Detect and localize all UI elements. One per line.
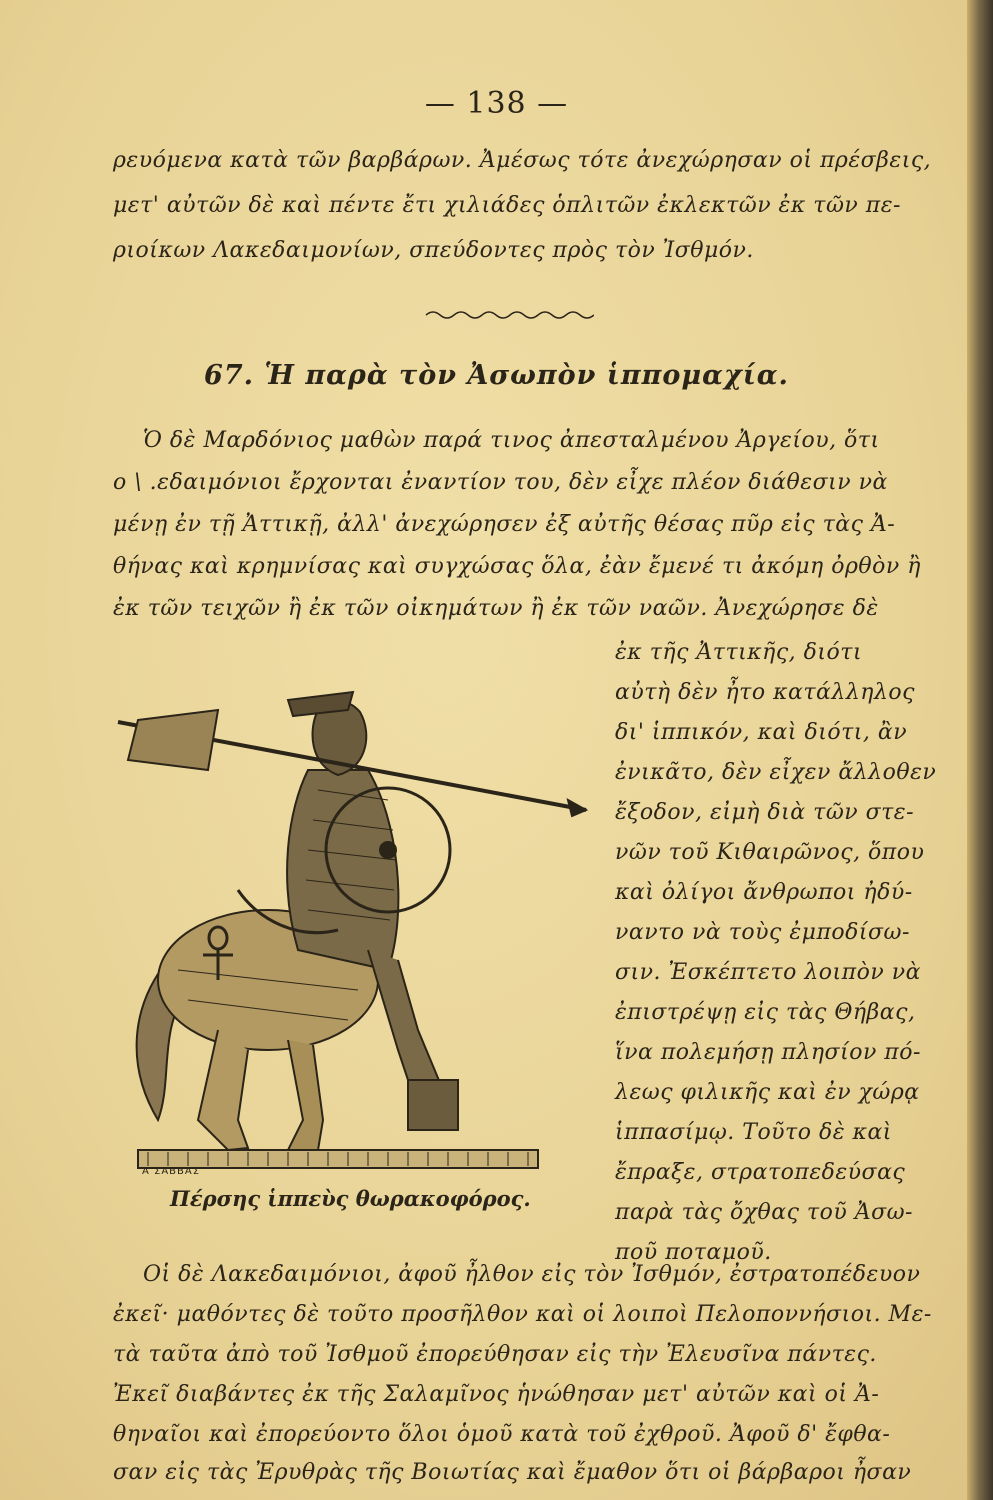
- column-text-line: ἐκ τῆς Ἀττικῆς, διότι: [615, 640, 863, 665]
- text-line: σαν εἰς τὰς Ἐρυθρὰς τῆς Βοιωτίας καὶ ἔμαθον ὅτι οἱ βάρβαροι ἦσαν: [113, 1460, 912, 1485]
- column-text-line: ποῦ ποταμοῦ.: [615, 1240, 772, 1265]
- column-text-line: αὐτὴ δὲν ἦτο κατάλληλος: [615, 680, 915, 705]
- column-text-line: ἱππασίμῳ. Τοῦτο δὲ καὶ: [615, 1120, 892, 1145]
- text-line: μετ' αὐτῶν δὲ καὶ πέντε ἔτι χιλιάδες ὁπλιτῶν ἐκλεκτῶν ἐκ τῶν πε-: [113, 193, 901, 218]
- column-text-line: δι' ἱππικόν, καὶ διότι, ἂν: [615, 720, 908, 745]
- text-line: ἐκεῖ· μαθόντες δὲ τοῦτο προσῆλθον καὶ οἱ λοιποὶ Πελοποννήσιοι. Με-: [113, 1302, 932, 1327]
- column-text-line: ἐπιστρέψῃ εἰς τὰς Θήβας,: [615, 1000, 916, 1025]
- column-text-line: ἔξοδον, εἰμὴ διὰ τῶν στε-: [615, 800, 915, 825]
- page-number: — 138 —: [424, 86, 569, 121]
- text-line: Οἱ δὲ Λακεδαιμόνιοι, ἀφοῦ ἦλθον εἰς τὸν Ἰσθμόν, ἐστρατοπέδευον: [143, 1262, 921, 1287]
- text-line: τὰ ταῦτα ἀπὸ τοῦ Ἰσθμοῦ ἐπορεύθησαν εἰς τὴν Ἐλευσῖνα πάντες.: [113, 1342, 877, 1367]
- text-line: ἐκ τῶν τειχῶν ἢ ἐκ τῶν οἰκημάτων ἢ ἐκ τῶν ναῶν. Ἀνεχώρησε δὲ: [113, 596, 879, 621]
- text-line: θήνας καὶ κρημνίσας καὶ συγχώσας ὅλα, ἐὰν ἔμενέ τι ἀκόμη ὀρθὸν ἢ: [113, 554, 921, 579]
- text-line: ρευόμενα κατὰ τῶν βαρβάρων. Ἀμέσως τότε ἀνεχώρησαν οἱ πρέσβεις,: [113, 148, 932, 173]
- column-text-line: ἔπραξε, στρατοπεδεύσας: [615, 1160, 906, 1185]
- text-line: Ἐκεῖ διαβάντες ἐκ τῆς Σαλαμῖνος ἡνώθησαν μετ' αὐτῶν καὶ οἱ Ἀ-: [113, 1382, 880, 1407]
- text-line: Ὁ δὲ Μαρδόνιος μαθὼν παρά τινος ἀπεσταλμένου Ἀργείου, ὅτι: [143, 428, 880, 453]
- persian-horseman-illustration: [98, 650, 588, 1190]
- book-binding-edge: [967, 0, 993, 1500]
- column-text-line: ναντο νὰ τοὺς ἐμποδίσω-: [615, 920, 910, 945]
- column-text-line: ἵνα πολεμήσῃ πλησίον πό-: [615, 1040, 921, 1065]
- text-line: ο \ .εδαιμόνιοι ἔρχονται ἐναντίον του, δὲν εἶχε πλέον διάθεσιν νὰ: [113, 470, 888, 495]
- text-line: θηναῖοι καὶ ἐπορεύοντο ὅλοι ὁμοῦ κατὰ τοῦ ἐχθροῦ. Ἀφοῦ δ' ἔφθα-: [113, 1422, 891, 1447]
- column-text-line: νῶν τοῦ Κιθαιρῶνος, ὅπου: [615, 840, 925, 865]
- column-text-line: λεως φιλικῆς καὶ ἐν χώρᾳ: [615, 1080, 920, 1105]
- text-line: ριοίκων Λακεδαιμονίων, σπεύδοντες πρὸς τὸν Ἰσθμόν.: [113, 238, 754, 263]
- section-heading: 67. Ἡ παρὰ τὸν Ἀσωπὸν ἱππομαχία.: [204, 360, 789, 391]
- artist-signature: Α ΣΑΒΒΑΣ: [142, 1166, 201, 1177]
- column-text-line: ἐνικᾶτο, δὲν εἶχεν ἄλλοθεν: [615, 760, 937, 785]
- figure-caption: Πέρσης ἱππεὺς θωρακοφόρος.: [170, 1186, 531, 1211]
- column-text-line: παρὰ τὰς ὄχθας τοῦ Ἀσω-: [615, 1200, 913, 1225]
- wavy-divider-icon: [424, 308, 594, 322]
- column-text-line: σιν. Ἐσκέπτετο λοιπὸν νὰ: [615, 960, 921, 985]
- text-line: μένῃ ἐν τῇ Ἀττικῇ, ἀλλ' ἀνεχώρησεν ἐξ αὐτῆς θέσας πῦρ εἰς τὰς Ἀ-: [113, 512, 896, 537]
- column-text-line: καὶ ὀλίγοι ἄνθρωποι ἠδύ-: [615, 880, 913, 905]
